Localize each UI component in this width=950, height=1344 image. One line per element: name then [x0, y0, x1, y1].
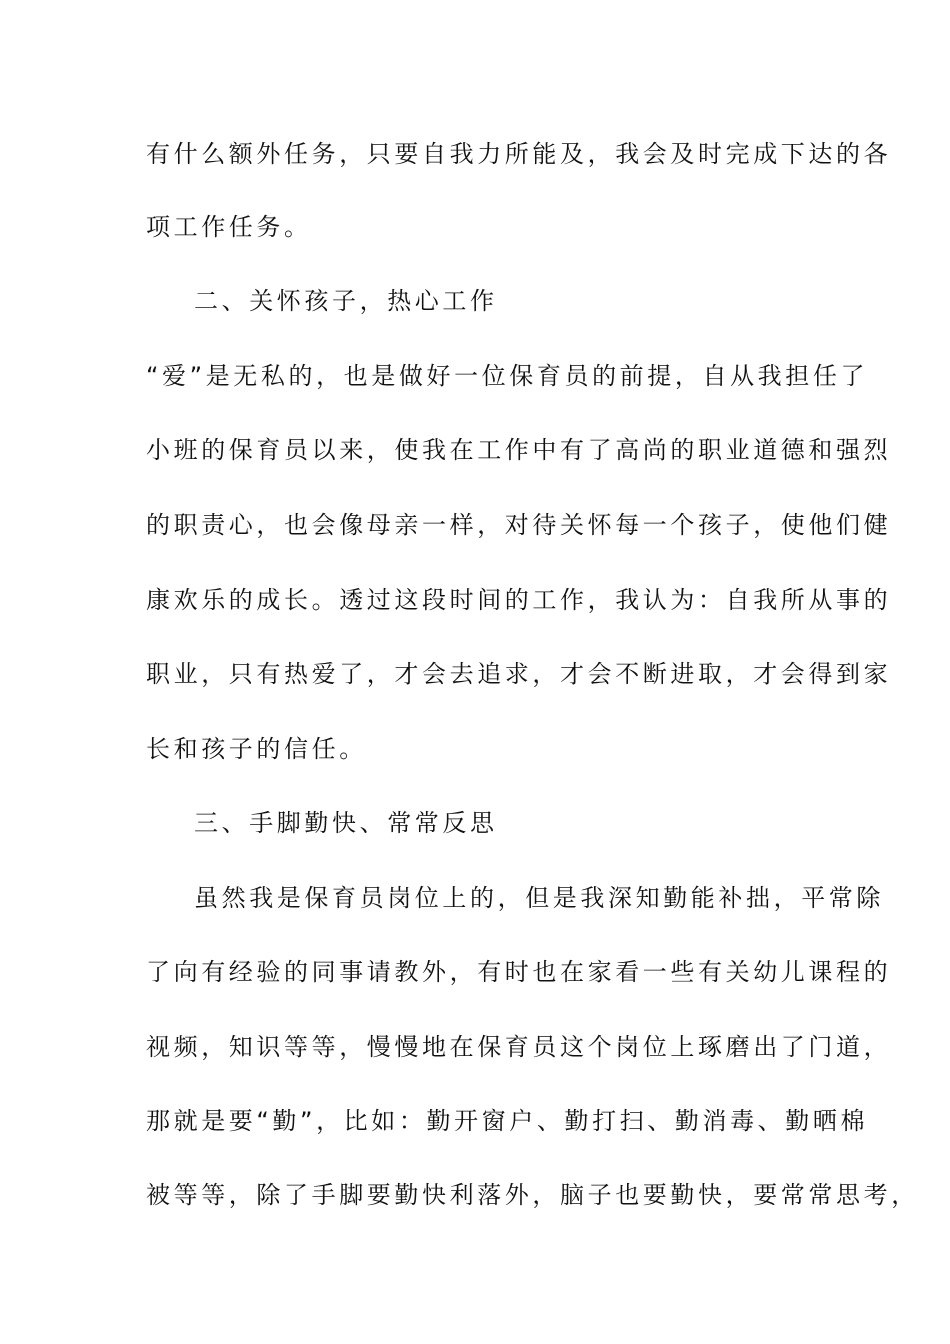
section-heading-2: 二、关怀孩子，热心工作 — [194, 287, 498, 315]
section-heading-3: 三、手脚勤快、常常反思 — [194, 809, 498, 837]
text-line-13: 视频，知识等等，慢慢地在保育员这个岗位上琢磨出了门道， — [146, 1033, 892, 1061]
text-line-7: 康欢乐的成长。透过这段时间的工作，我认为：自我所从事的 — [146, 586, 892, 614]
text-line-15: 被等等，除了手脚要勤快利落外，脑子也要勤快，要常常思考， — [146, 1181, 919, 1209]
text-line-11: 虽然我是保育员岗位上的，但是我深知勤能补拙，平常除 — [194, 884, 884, 912]
text-line-8: 职业，只有热爱了，才会去追求，才会不断进取，才会得到家 — [146, 660, 892, 688]
text-line-5: 小班的保育员以来，使我在工作中有了高尚的职业道德和强烈 — [146, 436, 892, 464]
text-line-14: 那就是要“勤”，比如：勤开窗户、勤打扫、勤消毒、勤晒棉 — [146, 1107, 869, 1135]
text-line-1: 有什么额外任务，只要自我力所能及，我会及时完成下达的各 — [146, 140, 892, 168]
text-line-9: 长和孩子的信任。 — [146, 735, 367, 763]
text-line-6: 的职责心，也会像母亲一样，对待关怀每一个孩子，使他们健 — [146, 511, 892, 539]
text-line-2: 项工作任务。 — [146, 213, 312, 241]
text-line-4: “爱”是无私的，也是做好一位保育员的前提，自从我担任了 — [146, 362, 869, 390]
text-line-12: 了向有经验的同事请教外，有时也在家看一些有关幼儿课程的 — [146, 958, 892, 986]
